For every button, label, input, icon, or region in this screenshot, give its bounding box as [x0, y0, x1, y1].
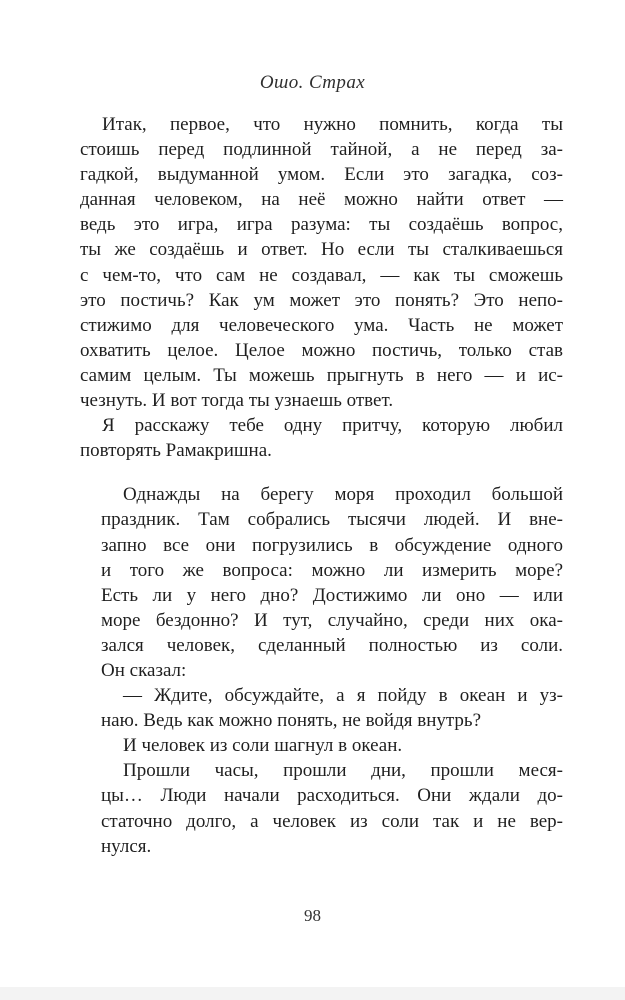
text-line: И человек из соли шагнул в океан. — [123, 735, 403, 757]
text-line: гадкой, выдуманной умом. Если это загадка, соз- — [80, 164, 563, 186]
text-line: это постичь? Как ум может это понять? Это непо- — [80, 289, 563, 311]
text-line: Есть ли у него дно? Достижимо ли оно — или — [101, 584, 563, 606]
text-line: чезнуть. И вот тогда ты узнаешь ответ. — [80, 390, 394, 412]
text-line: самим целым. Ты можешь прыгнуть в него — и ис- — [80, 364, 563, 386]
text-line: Прошли часы, прошли дни, прошли меся- — [123, 760, 563, 782]
text-line: Я расскажу тебе одну притчу, которую любил — [102, 415, 563, 437]
text-line: наю. Ведь как можно понять, не войдя внутрь? — [101, 710, 482, 732]
text-line: запно все они погрузились в обсуждение одного — [101, 534, 563, 556]
parable-quote-block — [101, 482, 563, 858]
text-line: — Ждите, обсуждайте, а я пойду в океан и уз- — [123, 685, 563, 707]
text-line: с чем-то, что сам не создавал, — как ты сможешь — [80, 264, 563, 286]
text-line: ты же создаёшь и ответ. Но если ты сталкиваешься — [80, 239, 563, 261]
page-text-area — [80, 112, 563, 859]
text-line: статочно долго, а человек из соли так и не вер- — [101, 810, 563, 832]
page-number: 98 — [304, 906, 321, 925]
text-line: зался человек, сделанный полностью из соли. — [101, 634, 563, 656]
text-line: повторять Рамакришна. — [80, 440, 272, 462]
text-line: стоишь перед подлинной тайной, а не перед за- — [80, 139, 563, 161]
text-line: стижимо для человеческого ума. Часть не может — [80, 314, 563, 336]
text-line: нулся. — [101, 835, 152, 857]
text-line: и того же вопроса: можно ли измерить море? — [101, 559, 563, 581]
running-head-title: Ошо. Страх — [259, 72, 366, 93]
bottom-edge-strip — [0, 987, 625, 1000]
main-text-block — [80, 112, 563, 463]
text-line: Итак, первое, что нужно помнить, когда ты — [102, 114, 563, 135]
text-line: море бездонно? И тут, случайно, среди них ока- — [101, 609, 563, 631]
text-line: ведь это игра, игра разума: ты создаёшь вопрос, — [80, 214, 563, 236]
text-line: Он сказал: — [101, 659, 187, 681]
text-line: охватить целое. Целое можно постичь, только став — [80, 339, 563, 361]
text-line: цы… Люди начали расходиться. Они ждали до- — [101, 785, 563, 807]
text-line: Однажды на берегу моря проходил большой — [123, 484, 563, 506]
text-line: праздник. Там собрались тысячи людей. И вне- — [101, 509, 563, 531]
text-line: данная человеком, на неё можно найти ответ — — [80, 189, 563, 211]
